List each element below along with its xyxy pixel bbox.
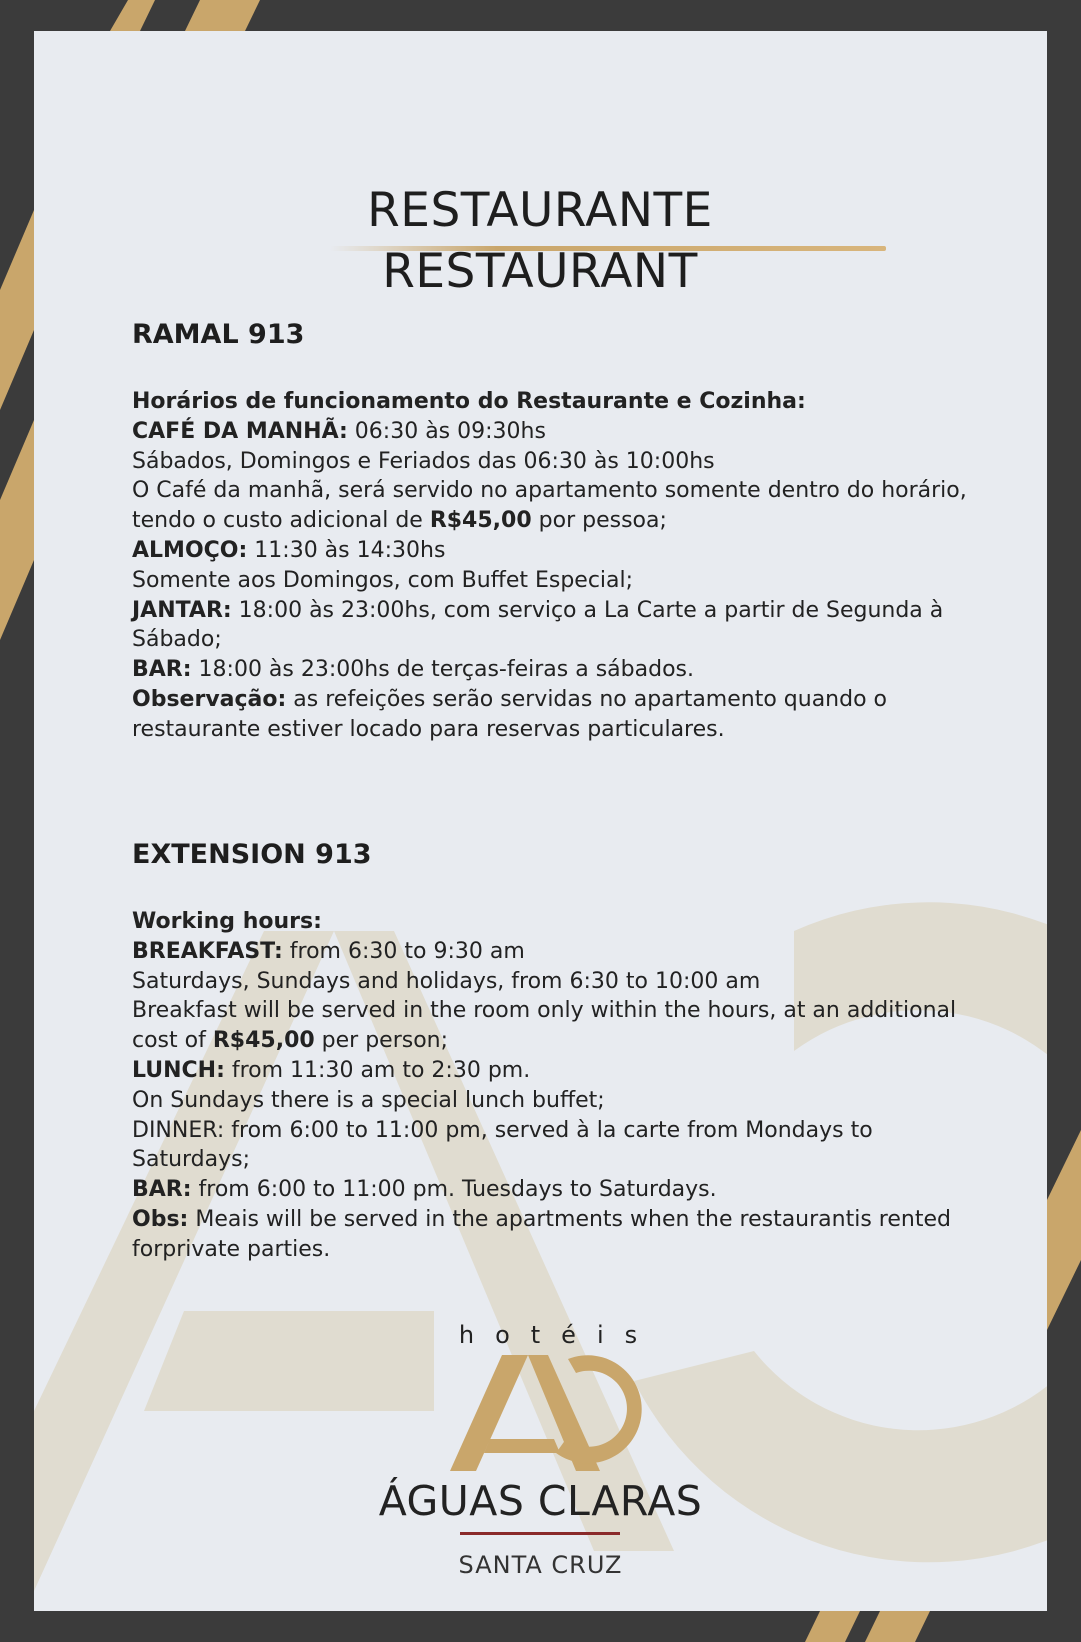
en-room-service: Breakfast will be served in the room only within the hours, at an additional cost of R$45,00 per person; (132, 998, 957, 1054)
menu-card (34, 31, 1047, 1611)
en-obs: Obs: Meais will be served in the apartments when the restaurantis rented forprivate parties. (132, 1206, 951, 1262)
logo-hoteis: hotéis (458, 1321, 659, 1349)
pt-hours-heading: Horários de funcionamento do Restaurante e Cozinha: (132, 389, 806, 414)
en-bar: BAR: from 6:00 to 11:00 pm. Tuesdays to Saturdays. (132, 1177, 717, 1203)
title-block (34, 156, 1047, 306)
pt-hours-block (132, 387, 992, 745)
pt-weekend: Sábados, Domingos e Feriados das 06:30 às 10:00hs (132, 448, 715, 474)
pt-obs: Observação: as refeições serão servidas no apartamento quando o restaurante estiver locado para reservas particulares. (132, 686, 888, 742)
pt-breakfast: CAFÉ DA MANHÃ: 06:30 às 09:30hs (132, 418, 546, 444)
en-breakfast: BREAKFAST: from 6:30 to 9:30 am (132, 938, 525, 964)
title-portuguese: RESTAURANTE (367, 183, 713, 238)
pt-room-service: O Café da manhã, será servido no apartamento somente dentro do horário, tendo o custo adicional de R$45,00 por pessoa; (132, 478, 967, 534)
en-dinner: DINNER: from 6:00 to 11:00 pm, served à la carte from Mondays to Saturdays; (132, 1117, 873, 1173)
logo-city: SANTA CRUZ (458, 1551, 623, 1579)
en-lunch-note: On Sundays there is a special lunch buffet; (132, 1087, 605, 1113)
pt-dinner: JANTAR: 18:00 às 23:00hs, com serviço a La Carte a partir de Segunda à Sábado; (132, 597, 944, 653)
title-english: RESTAURANT (382, 244, 698, 299)
pt-bar: BAR: 18:00 às 23:00hs de terças-feiras a sábados. (132, 657, 694, 683)
en-weekend: Saturdays, Sundays and holidays, from 6:30 to 10:00 am (132, 968, 761, 994)
pt-lunch: ALMOÇO: 11:30 às 14:30hs (132, 537, 446, 563)
en-hours-block (132, 907, 992, 1265)
en-lunch: LUNCH: from 11:30 am to 2:30 pm. (132, 1057, 531, 1083)
heading-ramal: RAMAL 913 (132, 319, 305, 350)
ac-logo-icon (450, 1353, 650, 1473)
logo-name: ÁGUAS CLARAS (378, 1477, 703, 1525)
pt-lunch-note: Somente aos Domingos, com Buffet Especial; (132, 567, 634, 593)
en-hours-heading: Working hours: (132, 909, 322, 934)
logo-divider (460, 1532, 620, 1535)
heading-extension: EXTENSION 913 (132, 839, 372, 870)
